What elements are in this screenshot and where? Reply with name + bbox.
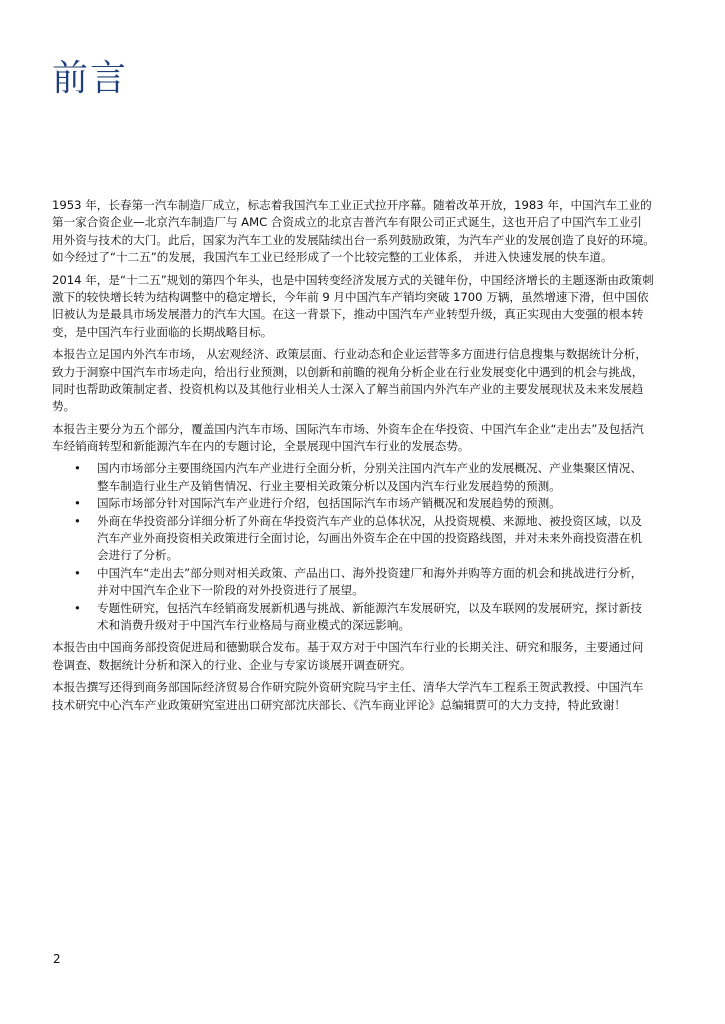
text-line: 术和消费升级对于中国汽车行业格局与商业模式的深远影响。	[97, 617, 411, 632]
paragraph	[52, 346, 702, 416]
bullet-list	[52, 460, 702, 634]
text-line: 专题性研究，包括汽车经销商发展新机遇与挑战、新能源汽车发展研究，以及车联网的发展研究，探讨新技	[97, 600, 642, 615]
text-line: 车经销商转型和新能源汽车在内的专题讨论，全景展现中国汽车行业的发展态势。	[52, 439, 470, 454]
bullet-item	[52, 513, 702, 565]
closing-paragraphs	[52, 639, 702, 714]
text-line: 本报告立足国内外汽车市场， 从宏观经济、政策层面、行业动态和企业运营等多方面进行信息搜集与数据统计分析，	[52, 347, 647, 362]
bullet-icon: •	[74, 513, 81, 528]
bullet-icon: •	[74, 600, 81, 615]
text-line: 2014 年，是“十二五”规划的第四个年头，也是中国转变经济发展方式的关键年份，中国经济增长的主题逐渐由政策刺	[52, 272, 654, 287]
text-line: 本报告由中国商务部投资促进局和德勤联合发布。基于双方对于中国汽车行业的长期关注、研究和服务，主要通过问	[52, 640, 644, 655]
text-line: 如今经过了“十二五”的发展，我国汽车工业已经形成了一个比较完整的工业体系， 并进入快速发展的快车道。	[52, 250, 613, 265]
text-line: 技术研究中心汽车产业政策研究室进出口研究部沈庆部长、《汽车商业评论》总编辑贾可的大力支持，特此致谢！	[52, 697, 626, 712]
text-line: 1953 年，长春第一汽车制造厂成立，标志着我国汽车工业正式拉开序幕。随着改革开放，1983 年，中国汽车工业的	[52, 198, 652, 212]
bullet-item	[52, 495, 702, 512]
text-line: 激下的较快增长转为结构调整中的稳定增长，今年前 9 月中国汽车产销均突破 1700 万辆，虽然增速下滑，但中国依	[52, 289, 649, 304]
bullet-icon: •	[74, 461, 81, 476]
intro-paragraphs	[52, 197, 702, 455]
text-line: 国内市场部分主要围绕国内汽车产业进行全面分析，分别关注国内汽车产业的发展概况、产业集聚区情况、	[97, 461, 642, 476]
text-line: 用外资与技术的大门。此后，国家为汽车工业的发展陆续出台一系列鼓励政策，为汽车产业的发展创造了良好的环境。	[52, 232, 655, 247]
text-line: 中国汽车“走出去”部分则对相关政策、产品出口、海外投资建厂和海外并购等方面的机会和挑战进行分析，	[97, 565, 643, 580]
paragraph	[52, 679, 702, 714]
text-line: 势。	[52, 399, 76, 414]
text-line: 外商在华投资部分详细分析了外商在华投资汽车产业的总体状况，从投资规模、来源地、被投资区域，以及	[97, 513, 642, 528]
document-body	[52, 197, 702, 719]
text-line: 整车制造行业生产及销售情况、行业主要相关政策分析以及国内汽车行业发展趋势的预测。	[97, 478, 561, 493]
page-title: 前言	[52, 58, 129, 99]
text-line: 旧被认为是最具市场发展潜力的汽车大国。在这一背景下，推动中国汽车产业转型升级，真正实现由大变强的根本转	[52, 307, 644, 322]
paragraph	[52, 421, 702, 456]
text-line: 本报告撰写还得到商务部国际经济贸易合作研究院外资研究院马宇主任、清华大学汽车工程系王贺武教授、中国汽车	[52, 680, 644, 695]
page-number: 2	[53, 952, 61, 966]
bullet-icon: •	[74, 496, 81, 511]
text-line: 第一家合资企业—北京汽车制造厂与 AMC 合资成立的北京吉普汽车有限公司正式诞生，这也开启了中国汽车工业引	[52, 215, 642, 230]
paragraph	[52, 197, 702, 267]
paragraph	[52, 639, 702, 674]
text-line: 同时也帮助政策制定者、投资机构以及其他行业相关人士深入了解当前国内外汽车产业的主要发展现状及未来发展趋	[52, 381, 644, 396]
text-line: 国际市场部分针对国际汽车产业进行介绍，包括国际汽车市场产销概况和发展趋势的预测。	[97, 496, 561, 511]
bullet-item	[52, 600, 702, 635]
text-line: 汽车产业外商投资相关政策进行全面讨论，勾画出外资车企在中国的投资路线图，并对未来外商投资潜在机	[97, 531, 642, 546]
bullet-item	[52, 460, 702, 495]
text-line: 变，是中国汽车行业面临的长期战略目标。	[52, 324, 273, 339]
text-line: 并对中国汽车企业下一阶段的对外投资进行了展望。	[97, 583, 364, 598]
bullet-item	[52, 565, 702, 600]
text-line: 本报告主要分为五个部分，覆盖国内汽车市场、国际汽车市场、外资车企在华投资、中国汽车企业“走出去”及包括汽	[52, 421, 644, 436]
text-line: 卷调查、数据统计分析和深入的行业、企业与专家访谈展开调查研究。	[52, 657, 412, 672]
bullet-icon: •	[74, 565, 81, 580]
text-line: 会进行了分析。	[97, 548, 179, 563]
text-line: 致力于洞察中国汽车市场走向，给出行业预测，以创新和前瞻的视角分析企业在行业发展变化中遇到的机会与挑战，	[52, 364, 644, 379]
paragraph	[52, 272, 702, 342]
